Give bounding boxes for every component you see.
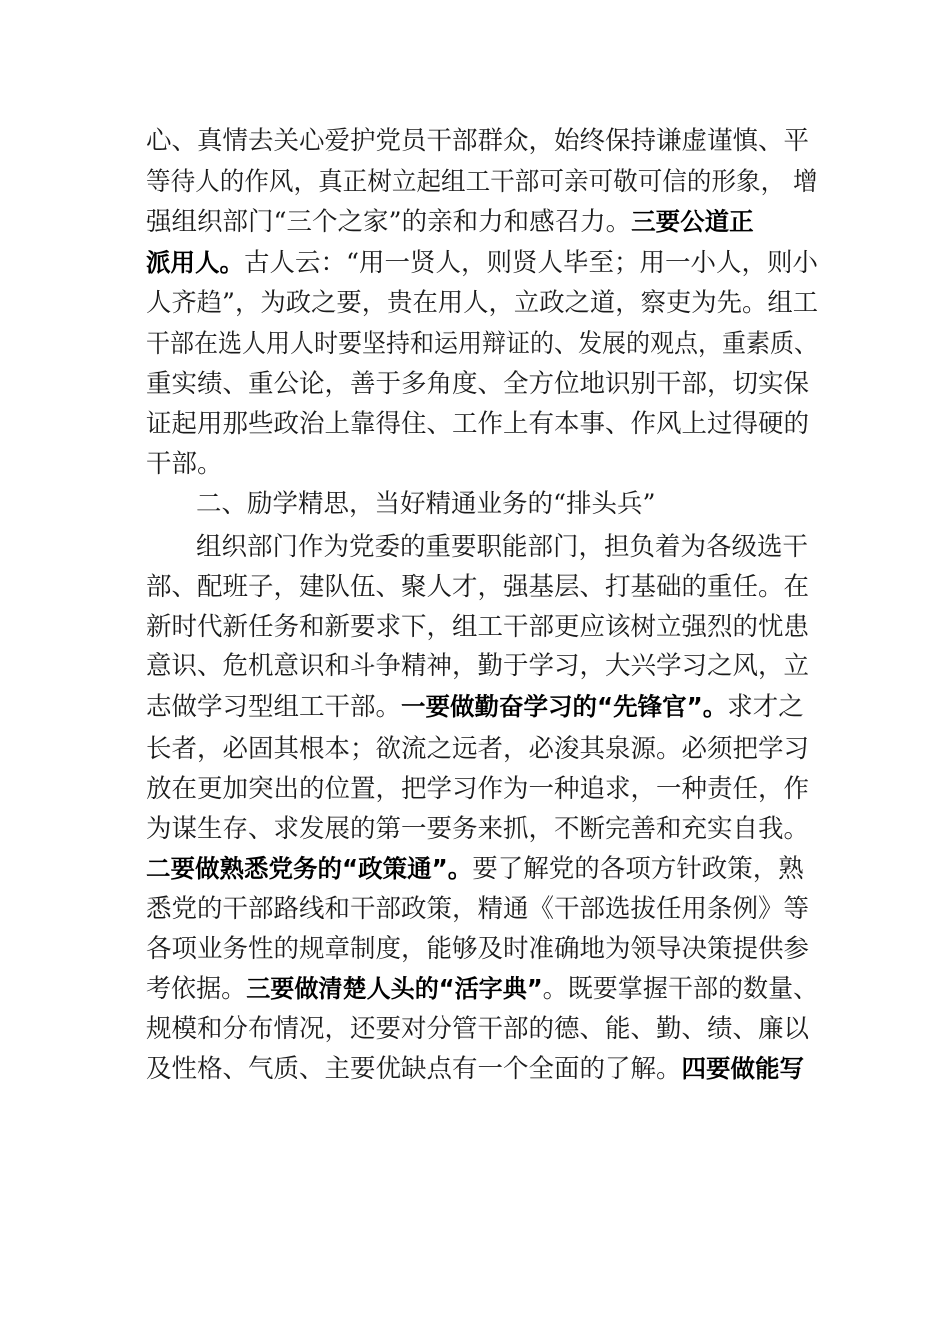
text-line: [146, 202, 818, 242]
text-line: [146, 1049, 818, 1089]
text-line: [146, 364, 818, 404]
text-run: 等待人的作风，真正树立起组工干部可亲可敬可信的形象， 增: [146, 167, 818, 197]
text-run: 干部在选人用人时要坚持和运用辩证的、发展的观点，重素质、: [146, 329, 819, 359]
text-line: [146, 243, 818, 283]
text-run: 干部。: [146, 449, 223, 479]
text-run: 及性格、气质、主要优缺点有一个全面的了解。: [146, 1054, 682, 1084]
text-run: 意识、危机意识和斗争精神，勤于学习，大兴学习之风，立: [146, 651, 810, 681]
text-line: [146, 1009, 818, 1049]
section-heading: [196, 484, 868, 524]
text-line: [146, 969, 819, 1009]
text-line: [146, 444, 818, 484]
text-line: [146, 646, 818, 686]
text-run: 求才之: [727, 692, 804, 722]
text-line: [146, 809, 818, 849]
text-run: 强组织部门“三个之家”的亲和力和感召力。: [146, 207, 632, 237]
bold-heading-run: 派用人。: [146, 248, 244, 277]
text-line: [146, 769, 818, 809]
text-run: 人齐趋”，为政之要，贵在用人，立政之道，察吏为先。组工: [146, 288, 819, 318]
text-run: 各项业务性的规章制度，能够及时准确地为领导决策提供参: [146, 934, 810, 964]
bold-heading-run: 三要公道正: [631, 207, 754, 236]
text-line: [146, 929, 818, 969]
text-line: [196, 527, 868, 567]
bold-heading-run: 二要做熟悉党务的“政策通”。: [146, 854, 473, 883]
text-run: 要了解党的各项方针政策，熟: [472, 854, 804, 884]
text-run: 二、励学精思，当好精通业务的“排头兵”: [196, 489, 656, 519]
text-run: 组织部门作为党委的重要职能部门，担负着为各级选干: [196, 532, 809, 562]
text-run: 心、真情去关心爱护党员干部群众，始终保持谦虚谨慎、平: [146, 126, 810, 156]
text-run: 新时代新任务和新要求下，组工干部更应该树立强烈的忧患: [146, 612, 810, 642]
text-run: 考依据。: [146, 974, 247, 1004]
text-line: [146, 889, 818, 929]
text-line: [146, 687, 818, 727]
text-run: 长者，必固其根本；欲流之远者，必浚其泉源。必须把学习: [146, 734, 810, 764]
text-line: [146, 567, 818, 607]
text-line: [146, 849, 818, 889]
text-line: [146, 729, 818, 769]
text-run: 悉党的干部路线和干部政策，精通《干部选拔任用条例》等: [146, 894, 810, 924]
bold-heading-run: 四要做能写: [681, 1054, 805, 1083]
text-run: 重实绩、重公论，善于多角度、全方位地识别干部，切实保: [146, 369, 810, 399]
text-line: [146, 404, 818, 444]
bold-heading-run: 一要做勤奋学习的“先锋官”。: [401, 692, 728, 721]
text-run: 证起用那些政治上靠得住、工作上有本事、作风上过得硬的: [146, 409, 810, 439]
text-line: [146, 283, 819, 323]
bold-heading-run: 三要做清楚人头的“活字典”: [246, 974, 543, 1003]
text-run: 古人云：“用一贤人，则贤人毕至；用一小人，则小: [244, 248, 819, 278]
text-run: 为谋生存、求发展的第一要务来抓，不断完善和充实自我。: [146, 814, 810, 844]
text-line: [146, 121, 818, 161]
text-run: 部、配班子，建队伍、聚人才，强基层、打基础的重任。在: [146, 572, 810, 602]
text-line: [146, 162, 818, 202]
text-run: 。既要掌握干部的数量、: [542, 974, 819, 1004]
text-run: 志做学习型组工干部。: [146, 692, 402, 722]
text-run: 放在更加突出的位置，把学习作为一种追求，一种责任，作: [146, 774, 810, 804]
text-line: [146, 324, 819, 364]
text-line: [146, 607, 818, 647]
text-run: 规模和分布情况，还要对分管干部的德、能、勤、绩、廉以: [146, 1014, 810, 1044]
